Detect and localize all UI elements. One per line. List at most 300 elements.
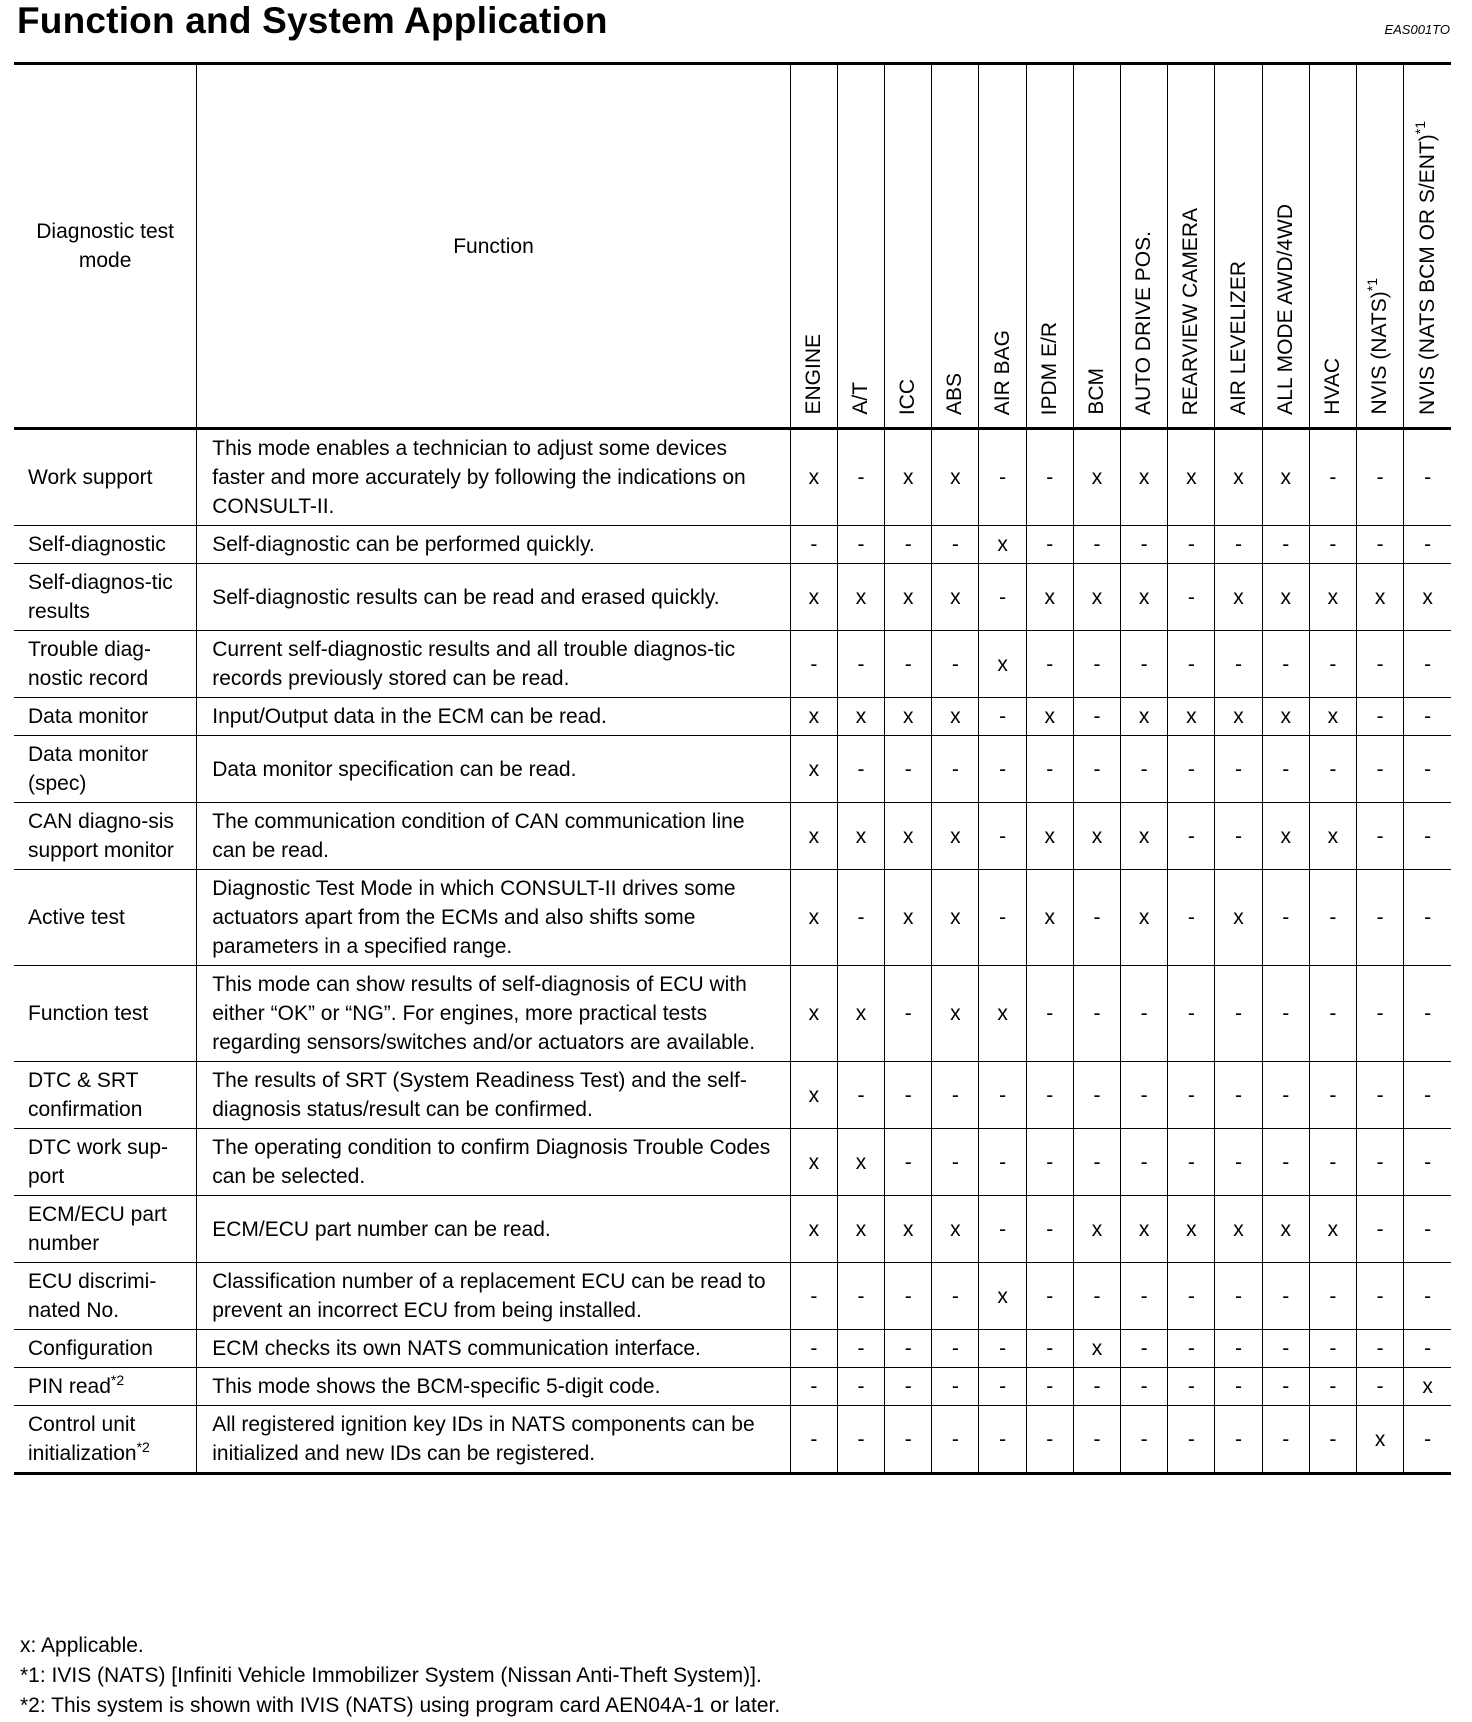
function-description: Diagnostic Test Mode in which CONSULT-II drives some actuators apart from the ECMs and also shifts some parameters in a specified range. <box>197 870 790 966</box>
footnote-marker: *1 <box>1364 278 1381 292</box>
diagnostic-mode-label: Self-diagnostic <box>28 533 166 556</box>
section-code: EAS001TO <box>1384 22 1450 37</box>
applicability-mark: x <box>1215 1196 1262 1263</box>
diagnostic-mode-cell <box>14 526 197 564</box>
column-header-system <box>790 64 837 429</box>
applicability-mark: - <box>1215 1263 1262 1330</box>
applicability-mark: x <box>1073 1196 1120 1263</box>
applicability-mark: - <box>1404 803 1451 870</box>
applicability-mark: - <box>837 1368 884 1406</box>
applicability-mark: x <box>1309 564 1356 631</box>
diagnostic-mode-label: Self-diagnos-tic results <box>28 571 173 623</box>
applicability-mark: - <box>1309 966 1356 1062</box>
applicability-mark: - <box>790 526 837 564</box>
applicability-mark: - <box>979 1330 1026 1368</box>
applicability-mark: - <box>932 1406 979 1474</box>
applicability-mark: x <box>1215 870 1262 966</box>
applicability-mark: - <box>1168 1062 1215 1129</box>
diagnostic-mode-cell <box>14 1129 197 1196</box>
applicability-mark: x <box>1073 803 1120 870</box>
function-description: Input/Output data in the ECM can be read. <box>197 698 790 736</box>
system-label: NVIS (NATS BCM OR S/ENT) <box>1415 134 1439 415</box>
diagnostic-mode-cell <box>14 564 197 631</box>
page-title: Function and System Application <box>17 0 608 41</box>
applicability-mark: - <box>885 736 932 803</box>
table-row <box>14 803 1451 870</box>
applicability-mark: x <box>1073 564 1120 631</box>
applicability-mark: - <box>1168 966 1215 1062</box>
applicability-mark: - <box>1262 1129 1309 1196</box>
applicability-mark: - <box>979 1406 1026 1474</box>
applicability-mark: x <box>1121 698 1168 736</box>
applicability-mark: - <box>1262 736 1309 803</box>
applicability-mark: - <box>1262 526 1309 564</box>
applicability-mark: x <box>1309 803 1356 870</box>
diagnostic-mode-label: Trouble diag-nostic record <box>28 638 151 690</box>
applicability-mark: - <box>1026 1368 1073 1406</box>
footnote-1: *1: IVIS (NATS) [Infiniti Vehicle Immobilizer System (Nissan Anti-Theft System)]. <box>20 1664 762 1687</box>
applicability-mark: - <box>932 1368 979 1406</box>
diagnostic-mode-cell <box>14 631 197 698</box>
applicability-mark: x <box>1262 698 1309 736</box>
diagnostic-mode-label: Function test <box>28 1002 149 1025</box>
column-header-system <box>1262 64 1309 429</box>
table-header-row <box>14 64 1451 429</box>
applicability-mark: - <box>1404 1330 1451 1368</box>
applicability-mark: - <box>837 1406 884 1474</box>
applicability-mark: - <box>932 1330 979 1368</box>
applicability-mark: - <box>1026 736 1073 803</box>
applicability-mark: - <box>1168 870 1215 966</box>
applicability-mark: - <box>1309 1062 1356 1129</box>
system-label: BCM <box>1084 368 1108 415</box>
applicability-mark: - <box>1215 631 1262 698</box>
footnote-marker: *2 <box>110 1372 125 1388</box>
applicability-mark: - <box>979 870 1026 966</box>
applicability-mark: - <box>790 1368 837 1406</box>
applicability-mark: x <box>885 1196 932 1263</box>
applicability-mark: - <box>932 1062 979 1129</box>
system-label: A/T <box>849 382 872 415</box>
applicability-mark: x <box>1026 698 1073 736</box>
applicability-mark: - <box>837 1263 884 1330</box>
diagnostic-mode-cell <box>14 1368 197 1406</box>
applicability-mark: - <box>1121 631 1168 698</box>
applicability-mark: - <box>1026 1196 1073 1263</box>
applicability-mark: - <box>1121 1368 1168 1406</box>
system-label: AIR BAG <box>990 329 1014 415</box>
applicability-mark: x <box>1309 698 1356 736</box>
footnote-2: *2: This system is shown with IVIS (NATS) using program card AEN04A-1 or later. <box>20 1694 781 1717</box>
applicability-mark: - <box>1168 526 1215 564</box>
applicability-mark: x <box>885 803 932 870</box>
column-header-system <box>1168 64 1215 429</box>
applicability-mark: - <box>885 1062 932 1129</box>
function-description: Current self-diagnostic results and all trouble diagnos-tic records previously stored can be read. <box>197 631 790 698</box>
applicability-mark: - <box>1026 429 1073 526</box>
applicability-mark: - <box>1026 966 1073 1062</box>
applicability-mark: - <box>1073 966 1120 1062</box>
applicability-mark: - <box>1026 1406 1073 1474</box>
footnote-legend: x: Applicable. <box>20 1634 144 1657</box>
applicability-mark: x <box>790 429 837 526</box>
system-label: AIR LEVELIZER <box>1226 260 1250 415</box>
table-row <box>14 1330 1451 1368</box>
diagnostic-mode-label: DTC & SRT confirmation <box>28 1069 143 1121</box>
table-row <box>14 564 1451 631</box>
applicability-mark: - <box>1262 1263 1309 1330</box>
applicability-mark: - <box>1026 526 1073 564</box>
diagnostic-mode-cell <box>14 1263 197 1330</box>
applicability-mark: - <box>1121 526 1168 564</box>
applicability-mark: x <box>1073 429 1120 526</box>
diagnostic-mode-cell <box>14 803 197 870</box>
applicability-mark: - <box>1356 526 1403 564</box>
applicability-mark: - <box>1404 1062 1451 1129</box>
applicability-mark: - <box>1309 526 1356 564</box>
applicability-mark: x <box>1262 803 1309 870</box>
applicability-mark: - <box>1356 1330 1403 1368</box>
applicability-mark: x <box>1121 429 1168 526</box>
applicability-mark: x <box>837 1129 884 1196</box>
applicability-mark: x <box>932 698 979 736</box>
applicability-mark: - <box>1404 870 1451 966</box>
applicability-mark: - <box>1309 736 1356 803</box>
function-description: This mode shows the BCM-specific 5-digit code. <box>197 1368 790 1406</box>
diagnostic-mode-cell <box>14 870 197 966</box>
table-row <box>14 1196 1451 1263</box>
applicability-mark: - <box>1073 736 1120 803</box>
applicability-mark: x <box>1215 698 1262 736</box>
applicability-mark: x <box>1309 1196 1356 1263</box>
diagnostic-mode-label: Data monitor (spec) <box>28 743 149 795</box>
applicability-mark: - <box>932 1129 979 1196</box>
applicability-mark: - <box>1121 966 1168 1062</box>
applicability-mark: - <box>1168 1263 1215 1330</box>
footnote-marker: *2 <box>136 1439 150 1455</box>
applicability-mark: x <box>979 631 1026 698</box>
column-header-system <box>1026 64 1073 429</box>
function-description: This mode enables a technician to adjust some devices faster and more accurately by following the indications on CONSULT-II. <box>197 429 790 526</box>
column-header-mode: Diagnostic test mode <box>14 64 197 429</box>
footnote-marker: *1 <box>1411 120 1428 135</box>
applicability-mark: x <box>1215 429 1262 526</box>
applicability-mark: - <box>979 1368 1026 1406</box>
applicability-mark: - <box>1309 1368 1356 1406</box>
diagnostic-mode-label: Data monitor <box>28 705 149 728</box>
applicability-mark: - <box>979 803 1026 870</box>
applicability-mark: x <box>932 803 979 870</box>
applicability-mark: - <box>1404 1406 1451 1474</box>
applicability-mark: x <box>790 803 837 870</box>
applicability-mark: - <box>837 526 884 564</box>
applicability-mark: - <box>932 631 979 698</box>
diagnostic-mode-label: Configuration <box>28 1337 153 1360</box>
applicability-mark: - <box>979 1196 1026 1263</box>
applicability-mark: - <box>1356 870 1403 966</box>
applicability-mark: x <box>885 698 932 736</box>
column-header-system <box>1215 64 1262 429</box>
applicability-mark: x <box>1026 803 1073 870</box>
function-description: Data monitor specification can be read. <box>197 736 790 803</box>
system-label: ICC <box>896 378 920 415</box>
applicability-mark: x <box>837 1196 884 1263</box>
column-header-system <box>1404 64 1451 429</box>
applicability-mark: - <box>885 1330 932 1368</box>
applicability-mark: - <box>1026 1263 1073 1330</box>
applicability-mark: - <box>1026 1062 1073 1129</box>
applicability-mark: - <box>1309 1330 1356 1368</box>
applicability-mark: - <box>979 564 1026 631</box>
function-description: The communication condition of CAN communication line can be read. <box>197 803 790 870</box>
applicability-mark: - <box>1356 429 1403 526</box>
function-description: ECM checks its own NATS communication interface. <box>197 1330 790 1368</box>
column-header-system <box>979 64 1026 429</box>
applicability-mark: - <box>1215 1129 1262 1196</box>
applicability-mark: x <box>1262 564 1309 631</box>
applicability-mark: - <box>1404 736 1451 803</box>
applicability-mark: - <box>1121 1129 1168 1196</box>
applicability-mark: - <box>1215 1330 1262 1368</box>
column-header-system <box>1121 64 1168 429</box>
applicability-mark: x <box>1121 564 1168 631</box>
applicability-mark: x <box>979 966 1026 1062</box>
applicability-mark: - <box>837 1062 884 1129</box>
diagnostic-mode-cell <box>14 966 197 1062</box>
applicability-mark: - <box>1309 631 1356 698</box>
diagnostic-mode-label: Active test <box>28 906 125 929</box>
applicability-mark: x <box>932 1196 979 1263</box>
applicability-mark: - <box>1356 1368 1403 1406</box>
applicability-mark: x <box>837 564 884 631</box>
applicability-mark: - <box>1262 1368 1309 1406</box>
table-row <box>14 698 1451 736</box>
diagnostic-mode-label: Control unit initialization <box>28 1413 137 1465</box>
applicability-mark: - <box>1026 1330 1073 1368</box>
system-label: HVAC <box>1320 358 1344 415</box>
applicability-mark: - <box>1168 1368 1215 1406</box>
column-header-system <box>1356 64 1403 429</box>
applicability-mark: - <box>885 966 932 1062</box>
applicability-mark: x <box>1121 1196 1168 1263</box>
applicability-mark: - <box>790 1263 837 1330</box>
applicability-mark: x <box>1356 564 1403 631</box>
applicability-mark: - <box>1356 631 1403 698</box>
applicability-mark: - <box>885 1368 932 1406</box>
applicability-mark: x <box>1404 564 1451 631</box>
applicability-mark: - <box>1404 966 1451 1062</box>
applicability-mark: x <box>837 803 884 870</box>
function-description: This mode can show results of self-diagnosis of ECU with either “OK” or “NG”. For engines, more practical tests regarding sensors/switches and/or actuators are available. <box>197 966 790 1062</box>
applicability-mark: - <box>1404 698 1451 736</box>
applicability-mark: - <box>932 736 979 803</box>
applicability-mark: - <box>1215 1062 1262 1129</box>
applicability-mark: x <box>979 526 1026 564</box>
applicability-mark: - <box>979 1062 1026 1129</box>
applicability-mark: - <box>1073 1263 1120 1330</box>
applicability-mark: - <box>885 1406 932 1474</box>
system-label: AUTO DRIVE POS. <box>1132 231 1156 415</box>
applicability-mark: - <box>1026 631 1073 698</box>
applicability-mark: - <box>837 1330 884 1368</box>
applicability-mark: - <box>1215 736 1262 803</box>
applicability-mark: x <box>1404 1368 1451 1406</box>
diagnostic-mode-cell <box>14 1062 197 1129</box>
applicability-mark: - <box>1356 966 1403 1062</box>
applicability-mark: - <box>1168 631 1215 698</box>
diagnostic-mode-cell <box>14 1330 197 1368</box>
applicability-mark: - <box>837 870 884 966</box>
system-label: ALL MODE AWD/4WD <box>1273 204 1297 415</box>
applicability-mark: - <box>1073 526 1120 564</box>
applicability-mark: x <box>1262 429 1309 526</box>
applicability-mark: - <box>932 1263 979 1330</box>
table-row <box>14 966 1451 1062</box>
applicability-mark: - <box>1073 1062 1120 1129</box>
applicability-mark: - <box>1309 870 1356 966</box>
applicability-mark: x <box>1356 1406 1403 1474</box>
applicability-mark: - <box>1262 631 1309 698</box>
applicability-mark: - <box>1121 1330 1168 1368</box>
applicability-mark: - <box>1356 1263 1403 1330</box>
diagnostic-mode-label: ECM/ECU part number <box>28 1203 167 1255</box>
applicability-mark: x <box>885 429 932 526</box>
applicability-mark: x <box>932 870 979 966</box>
diagnostic-mode-cell <box>14 736 197 803</box>
system-label: ABS <box>943 372 967 415</box>
applicability-mark: - <box>790 631 837 698</box>
applicability-mark: x <box>932 429 979 526</box>
applicability-mark: - <box>1168 803 1215 870</box>
applicability-mark: - <box>1262 1062 1309 1129</box>
applicability-mark: - <box>1309 1406 1356 1474</box>
applicability-mark: - <box>1356 1062 1403 1129</box>
function-description: The operating condition to confirm Diagnosis Trouble Codes can be selected. <box>197 1129 790 1196</box>
applicability-mark: x <box>885 564 932 631</box>
footnotes <box>20 1631 780 1721</box>
applicability-mark: - <box>1121 1406 1168 1474</box>
applicability-mark: - <box>837 631 884 698</box>
system-label: NVIS (NATS) <box>1368 291 1392 415</box>
applicability-mark: x <box>932 966 979 1062</box>
function-description: ECM/ECU part number can be read. <box>197 1196 790 1263</box>
applicability-mark: - <box>1309 1129 1356 1196</box>
applicability-mark: x <box>1026 564 1073 631</box>
applicability-mark: - <box>1168 564 1215 631</box>
function-description: All registered ignition key IDs in NATS components can be initialized and new IDs can be registered. <box>197 1406 790 1474</box>
diagnostic-mode-label: CAN diagno-sis support monitor <box>28 810 174 862</box>
applicability-mark: x <box>1073 1330 1120 1368</box>
applicability-mark: - <box>837 429 884 526</box>
applicability-mark: x <box>1121 803 1168 870</box>
applicability-mark: - <box>1073 1406 1120 1474</box>
table-row <box>14 736 1451 803</box>
column-header-system <box>1309 64 1356 429</box>
applicability-mark: - <box>1026 1129 1073 1196</box>
applicability-mark: x <box>790 870 837 966</box>
applicability-mark: - <box>885 526 932 564</box>
diagnostic-mode-label: Work support <box>28 466 153 489</box>
applicability-mark: - <box>1168 1406 1215 1474</box>
system-label: ENGINE <box>801 334 825 415</box>
applicability-mark: - <box>1356 736 1403 803</box>
applicability-mark: - <box>1168 736 1215 803</box>
applicability-mark: - <box>1073 698 1120 736</box>
applicability-mark: x <box>1168 429 1215 526</box>
table-body <box>14 429 1451 1474</box>
applicability-mark: - <box>1262 1330 1309 1368</box>
applicability-mark: - <box>1356 1129 1403 1196</box>
table-row <box>14 631 1451 698</box>
system-label: REARVIEW CAMERA <box>1179 207 1203 415</box>
function-description: Self-diagnostic can be performed quickly. <box>197 526 790 564</box>
applicability-mark: x <box>979 1263 1026 1330</box>
applicability-mark: - <box>979 736 1026 803</box>
applicability-mark: - <box>1309 429 1356 526</box>
applicability-mark: x <box>1168 1196 1215 1263</box>
applicability-mark: - <box>979 698 1026 736</box>
column-header-system <box>932 64 979 429</box>
system-label: IPDM E/R <box>1037 321 1061 415</box>
applicability-mark: - <box>1073 1368 1120 1406</box>
diagnostic-mode-label: PIN read <box>28 1375 111 1398</box>
applicability-mark: x <box>837 698 884 736</box>
column-header-system <box>885 64 932 429</box>
applicability-mark: x <box>932 564 979 631</box>
diagnostic-mode-cell <box>14 1196 197 1263</box>
diagnostic-mode-cell <box>14 698 197 736</box>
applicability-mark: x <box>790 1196 837 1263</box>
applicability-mark: x <box>790 564 837 631</box>
applicability-mark: - <box>1262 870 1309 966</box>
diagnostic-mode-label: DTC work sup-port <box>28 1136 169 1188</box>
applicability-mark: - <box>1121 1062 1168 1129</box>
diagnostic-mode-cell <box>14 1406 197 1474</box>
function-description: Self-diagnostic results can be read and erased quickly. <box>197 564 790 631</box>
applicability-mark: - <box>932 526 979 564</box>
applicability-mark: - <box>1168 1330 1215 1368</box>
applicability-mark: - <box>1356 698 1403 736</box>
applicability-mark: x <box>790 966 837 1062</box>
applicability-mark: - <box>885 1129 932 1196</box>
applicability-mark: - <box>1262 966 1309 1062</box>
column-header-system <box>1073 64 1120 429</box>
applicability-mark: - <box>1215 966 1262 1062</box>
applicability-mark: - <box>1356 803 1403 870</box>
function-system-table <box>14 62 1451 1475</box>
applicability-mark: - <box>1404 1129 1451 1196</box>
table-row <box>14 1368 1451 1406</box>
applicability-mark: - <box>1073 631 1120 698</box>
applicability-mark: x <box>885 870 932 966</box>
applicability-mark: - <box>1404 429 1451 526</box>
diagnostic-mode-cell <box>14 429 197 526</box>
applicability-mark: - <box>1073 870 1120 966</box>
applicability-mark: - <box>1404 631 1451 698</box>
applicability-mark: - <box>1215 526 1262 564</box>
applicability-mark: x <box>790 1062 837 1129</box>
applicability-mark: - <box>790 1406 837 1474</box>
applicability-mark: - <box>837 736 884 803</box>
table-row <box>14 429 1451 526</box>
function-description: The results of SRT (System Readiness Test) and the self-diagnosis status/result can be confirmed. <box>197 1062 790 1129</box>
table-row <box>14 526 1451 564</box>
table-row <box>14 1129 1451 1196</box>
applicability-mark: - <box>790 1330 837 1368</box>
applicability-mark: x <box>1215 564 1262 631</box>
applicability-mark: - <box>1215 803 1262 870</box>
column-header-function: Function <box>197 64 790 429</box>
